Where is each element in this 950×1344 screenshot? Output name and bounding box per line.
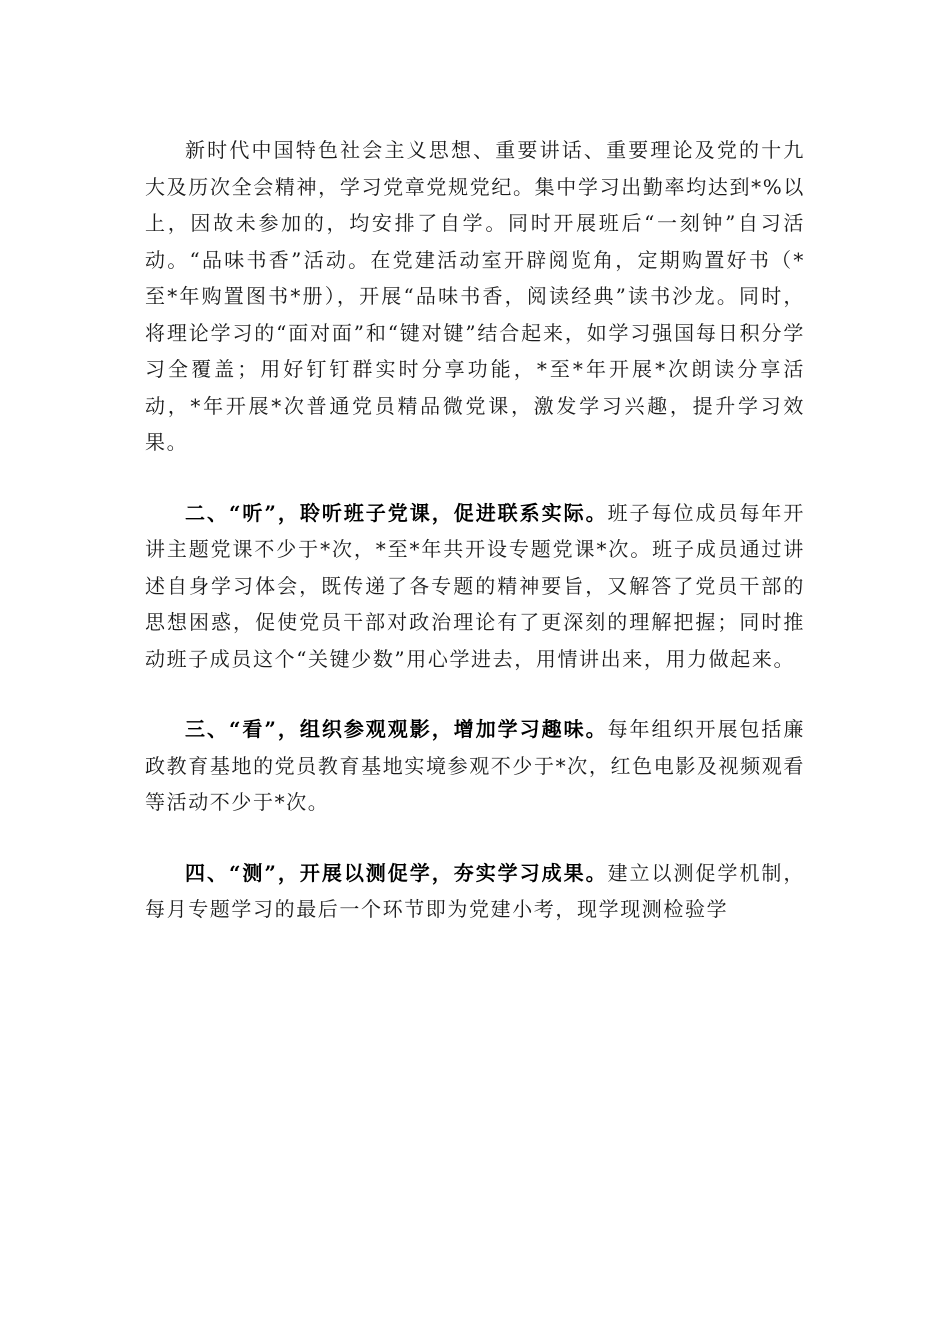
paragraph-text: 每年组织开展包括廉政教育基地的党员教育基地实境参观不少于*次，红色电影及视频观看等活动不少于*次。 — [145, 717, 806, 814]
paragraph-listen — [145, 495, 805, 678]
paragraph-lead: 二、“听”，聆听班子党课，促进联系实际。 — [185, 500, 608, 525]
paragraph-text: 班子每位成员每年开讲主题党课不少于*次，*至*年共开设专题党课*次。班子成员通过讲述自身学习体会，既传递了各专题的精神要旨，又解答了党员干部的思想困惑，促使党员干部对政治理论有了更深刻的理解把握；同时推动班子成员这个“关键少数”用心学进去，用情讲出来，用力做起来。 — [145, 500, 806, 671]
paragraph-text: 新时代中国特色社会主义思想、重要讲话、重要理论及党的十九大及历次全会精神，学习党章党规党纪。集中学习出勤率均达到*%以上，因故未参加的，均安排了自学。同时开展班后“一刻钟”自习活动。“品味书香”活动。在党建活动室开辟阅览角，定期购置好书（*至*年购置图书*册），开展“品味书香，阅读经典”读书沙龙。同时，将理论学习的“面对面”和“键对键”结合起来，如学习强国每日积分学习全覆盖；用好钉钉群实时分享功能，*至*年开展*次朗读分享活动，*年开展*次普通党员精品微党课，激发学习兴趣，提升学习效果。 — [145, 138, 805, 454]
paragraph-lead: 四、“测”，开展以测促学，夯实学习成果。 — [185, 860, 608, 885]
paragraph-text: 建立以测促学机制，每月专题学习的最后一个环节即为党建小考，现学现测检验学 — [145, 860, 806, 921]
document-body — [145, 132, 805, 962]
paragraph-lead: 三、“看”，组织参观观影，增加学习趣味。 — [185, 717, 608, 741]
paragraph-test — [145, 855, 805, 928]
paragraph-study — [145, 132, 805, 461]
paragraph-watch — [145, 711, 805, 821]
